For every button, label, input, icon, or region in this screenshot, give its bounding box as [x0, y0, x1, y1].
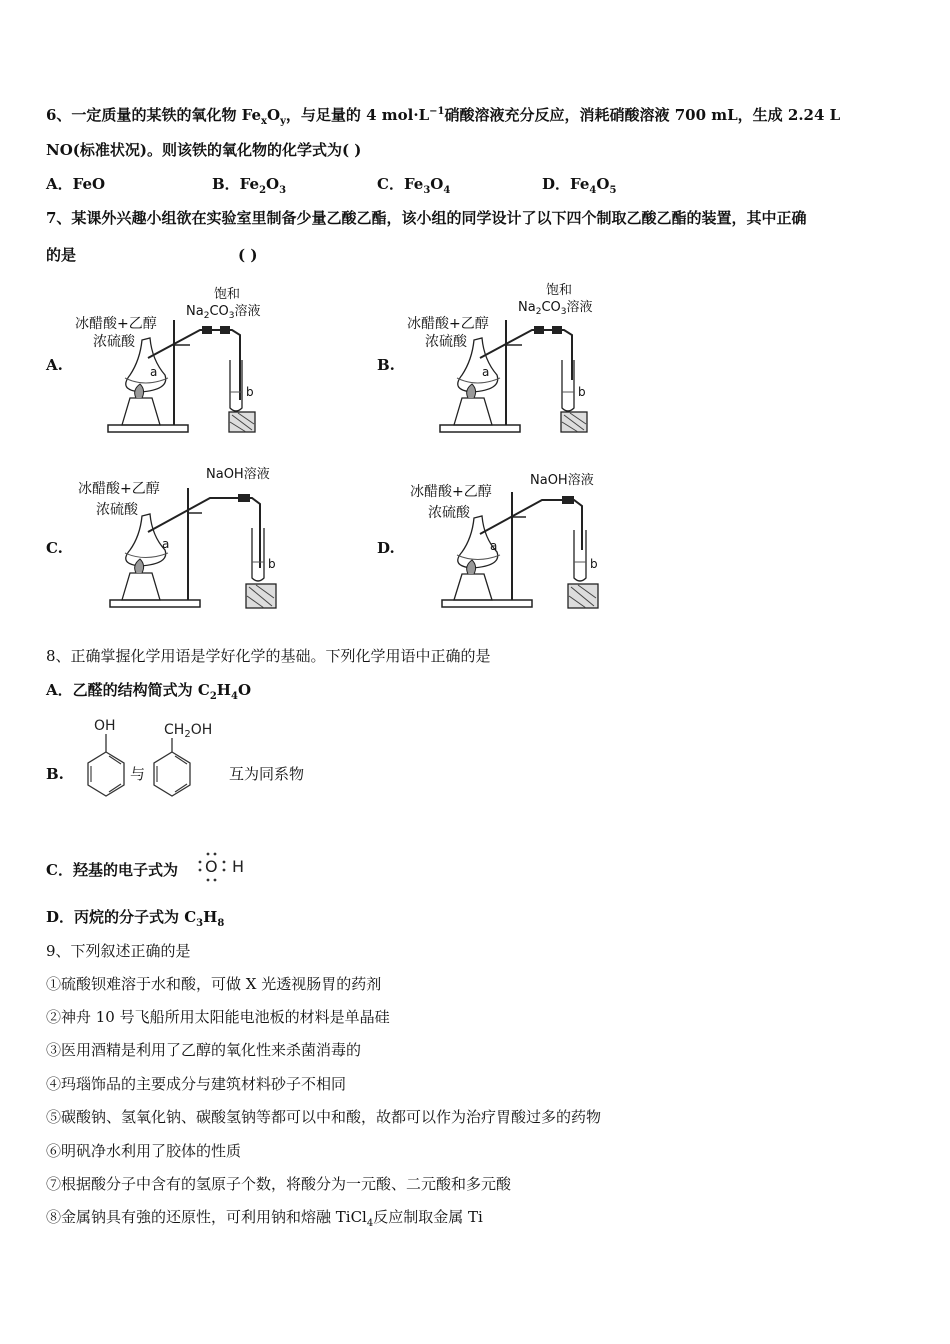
reagent-label-2: 浓硫酸: [425, 334, 467, 350]
hydrogen-symbol: H: [232, 857, 245, 876]
label-b: b: [268, 557, 276, 571]
reagent-label-1: 冰醋酸+乙醇: [78, 481, 160, 497]
apparatus-a: [70, 280, 290, 440]
apparatus-d-drawing: [402, 462, 632, 618]
naoh-label: NaOH溶液: [530, 473, 594, 488]
q8-option-b-label: B.: [46, 765, 64, 783]
reagent-label-2: 浓硫酸: [93, 334, 135, 350]
oh-label: OH: [94, 718, 116, 734]
reagent-label-1: 冰醋酸+乙醇: [407, 316, 489, 332]
label-a: a: [490, 539, 498, 553]
na2co3-label: $Na_2CO_3$溶液: [518, 300, 593, 317]
q8-option-d: D．丙烷的分子式为 $C_3H_8$: [46, 908, 225, 929]
phenol-structure: [76, 710, 136, 810]
q7-label-d: D.: [377, 539, 395, 557]
reagent-label-2: 浓硫酸: [428, 505, 470, 521]
q7-line1: 7、某课外兴趣小组欲在实验室里制备少量乙酸乙酯，该小组的同学设计了以下四个制取乙酸乙酯的装置，其中正确: [46, 209, 807, 227]
q9-item-5: ⑤碳酸钠、氢氧化钠、碳酸氢钠等都可以中和酸，故都可以作为治疗胃酸过多的药物: [46, 1108, 602, 1126]
q6-line1: 6、一定质量的某铁的氧化物 $Fe_xO_y$，与足量的 4 $mol\cdot L^{-1}$硝酸溶液充分反应，消耗硝酸溶液 700 mL，生成 2.24 L: [46, 106, 841, 127]
label-a: a: [482, 365, 490, 379]
hydroxyl-electron-drawing: [196, 848, 256, 888]
reagent-label-1: 冰醋酸+乙醇: [75, 316, 157, 332]
apparatus-a-drawing: [70, 280, 290, 440]
q9-item-4: ④玛瑙饰品的主要成分与建筑材料砂子不相同: [46, 1075, 347, 1093]
q7-label-b: B.: [377, 356, 395, 374]
q7-line2: 的是 ( ): [46, 246, 258, 264]
q8-b-text: 互为同系物: [229, 765, 305, 783]
q9-item-1: ①硫酸钡难溶于水和酸，可做 X 光透视肠胃的药剂: [46, 975, 382, 993]
q6-option-c: C．$Fe_3O_4$: [377, 175, 451, 196]
q9-item-8: ⑧金属钠具有強的还原性，可利用钠和熔融 TiCl$_4$反应制取金属 Ti: [46, 1208, 483, 1229]
q6-option-b: B．$Fe_2O_3$: [212, 175, 287, 196]
label-b: b: [578, 385, 586, 399]
ch2oh-label: $CH_2OH$: [164, 722, 213, 740]
apparatus-c: [70, 458, 300, 618]
saturated-label: 饱和: [214, 287, 241, 302]
reagent-label-2: 浓硫酸: [96, 502, 138, 518]
q8-line1: 8、正确掌握化学用语是学好化学的基础。下列化学用语中正确的是: [46, 647, 491, 665]
q6-line2: NO(标准状况)。则该铁的氧化物的化学式为( ): [46, 141, 362, 159]
benzyl-alcohol-drawing: [148, 710, 228, 810]
oxygen-symbol: O: [205, 857, 218, 876]
q6-option-a: A．FeO: [46, 175, 106, 193]
na2co3-label: $Na_2CO_3$溶液: [186, 304, 261, 321]
saturated-label: 饱和: [546, 283, 573, 298]
q7-label-a: A.: [46, 356, 63, 374]
q8-option-a: A．乙醛的结构简式为 $C_2H_4O$: [46, 681, 252, 702]
reagent-label-1: 冰醋酸+乙醇: [410, 484, 492, 500]
phenol-drawing: [76, 710, 136, 810]
q9-item-2: ②神舟 10 号飞船所用太阳能电池板的材料是单晶硅: [46, 1008, 390, 1026]
q8-option-c: C．羟基的电子式为: [46, 861, 178, 879]
label-a: a: [150, 365, 158, 379]
apparatus-d: [402, 462, 632, 618]
label-b: b: [246, 385, 254, 399]
naoh-label: NaOH溶液: [206, 467, 270, 482]
q7-label-c: C.: [46, 539, 63, 557]
q9-item-6: ⑥明矾净水利用了胶体的性质: [46, 1142, 242, 1160]
q9-line1: 9、下列叙述正确的是: [46, 942, 191, 960]
label-b: b: [590, 557, 598, 571]
apparatus-b: [402, 280, 622, 440]
label-a: a: [162, 537, 170, 551]
q9-item-3: ③医用酒精是利用了乙醇的氧化性来杀菌消毒的: [46, 1041, 362, 1059]
q6-option-d: D．$Fe_4O_5$: [542, 175, 617, 196]
apparatus-b-drawing: [402, 280, 622, 440]
apparatus-c-drawing: [70, 458, 300, 618]
benzyl-alcohol-structure: [148, 710, 228, 810]
hydroxyl-electron-formula: [196, 848, 256, 888]
q8-b-with: 与: [130, 765, 146, 783]
q9-item-7: ⑦根据酸分子中含有的氢原子个数，将酸分为一元酸、二元酸和多元酸: [46, 1175, 512, 1193]
